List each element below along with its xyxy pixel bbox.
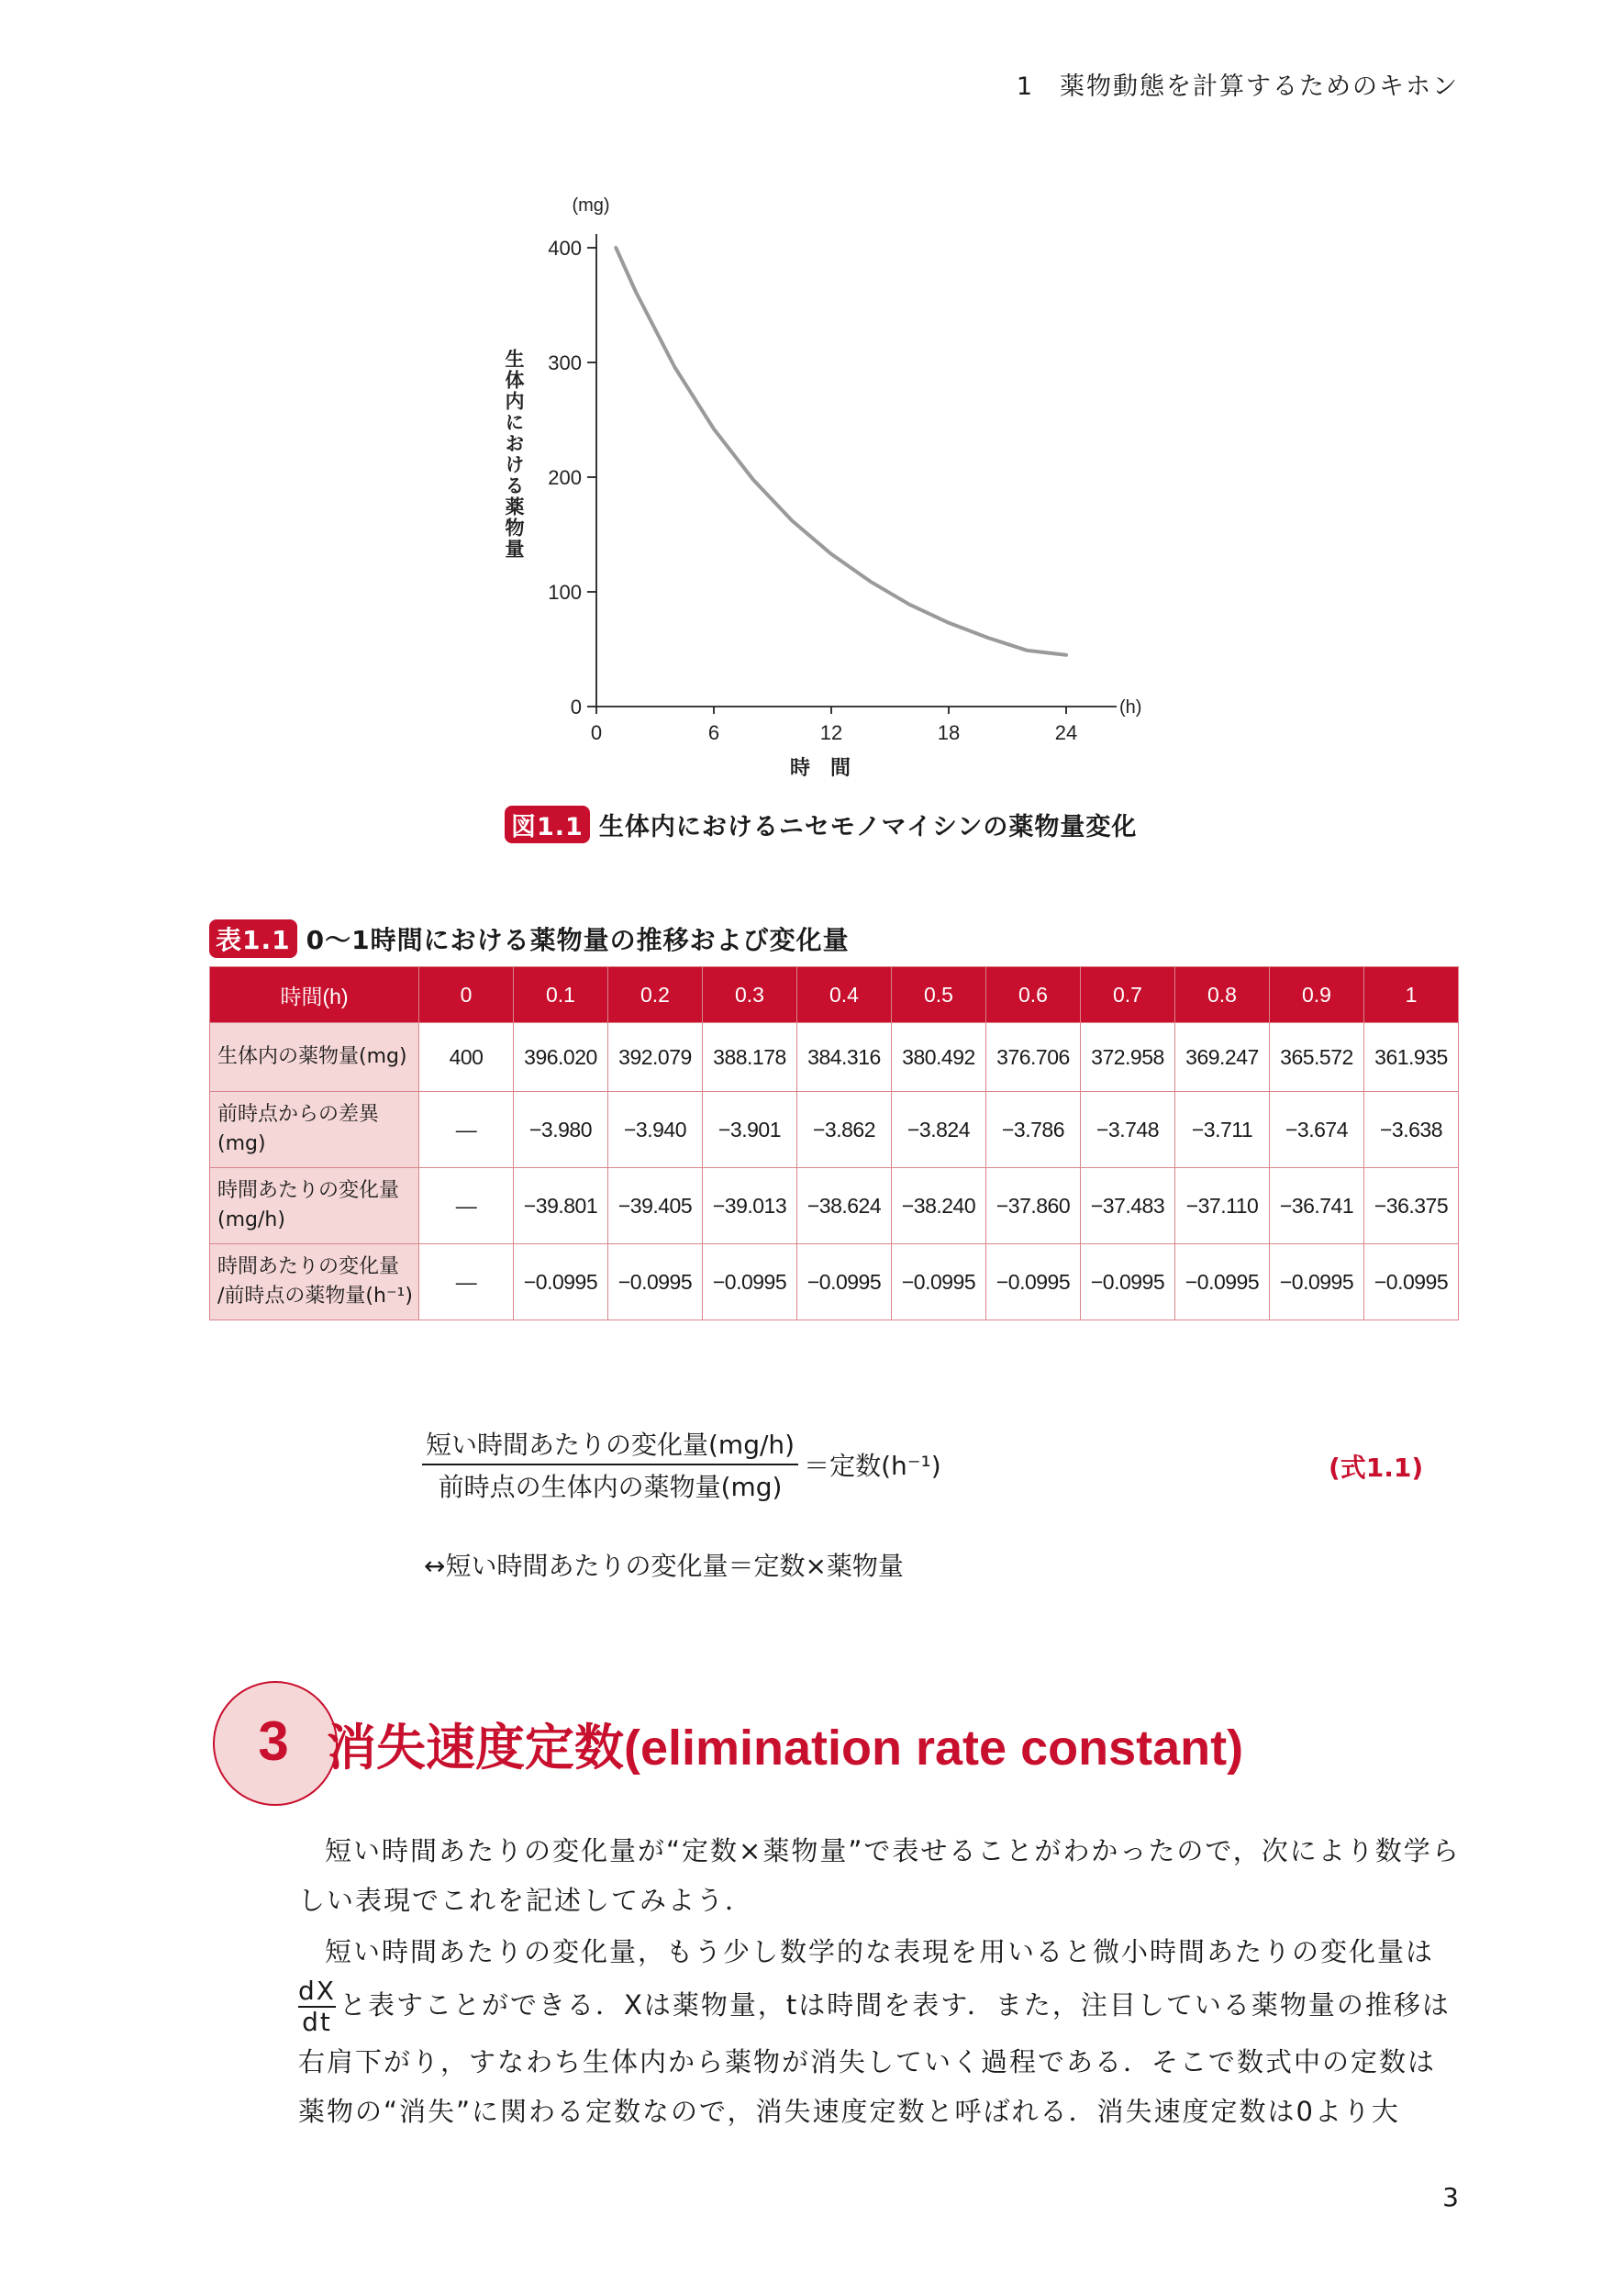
table-cell: −37.483 (1081, 1168, 1175, 1244)
table-cell: 388.178 (703, 1023, 797, 1092)
table-cell: 369.247 (1175, 1023, 1270, 1092)
paragraph-2-part-b: と表すことができる．Xは薬物量，tは時間を表す．また，注目している薬物量の推移は右肩下がり，すなわち生体内から薬物が消失していく過程である．そこで数式中の定数は薬物の“消失”に関わる定数なので，消失速度定数と呼ばれる．消失速度定数は0より大 (298, 1989, 1451, 2127)
paragraph-2 (298, 1927, 1463, 2136)
paragraph-2-part-a: 短い時間あたりの変化量，もう少し数学的な表現を用いると微小時間あたりの変化量は (325, 1936, 1435, 1967)
decay-chart (495, 188, 1156, 812)
table-cell: 380.492 (892, 1023, 986, 1092)
table-column-header: 0.5 (892, 967, 986, 1023)
equation-rhs: ＝定数(h⁻¹) (804, 1451, 941, 1481)
table-column-header: 1 (1364, 967, 1459, 1023)
table-cell: −3.940 (608, 1092, 703, 1168)
chapter-number: 1 (1016, 72, 1034, 101)
table-row (210, 1168, 1459, 1244)
table-cell: 392.079 (608, 1023, 703, 1092)
series-line (616, 248, 1066, 655)
table-cell: −0.0995 (797, 1244, 892, 1320)
table-cell: 372.958 (1081, 1023, 1175, 1092)
figure-caption (505, 806, 1137, 843)
table-cell: 361.935 (1364, 1023, 1459, 1092)
table-cell: −0.0995 (892, 1244, 986, 1320)
table-row-label: 前時点からの差異 (mg) (210, 1092, 419, 1168)
table-cell: −39.013 (703, 1168, 797, 1244)
table-cell: 384.316 (797, 1023, 892, 1092)
table-cell: 396.020 (514, 1023, 608, 1092)
table-cell: −3.824 (892, 1092, 986, 1168)
running-head (1017, 66, 1459, 102)
table-cell: −3.862 (797, 1092, 892, 1168)
table-cell: −3.711 (1175, 1092, 1270, 1168)
table-header-row (210, 967, 1459, 1023)
table-caption-text: 0～1時間における薬物量の推移および変化量 (306, 925, 850, 955)
table-cell: −0.0995 (1364, 1244, 1459, 1320)
table-column-header: 0.2 (608, 967, 703, 1023)
table-cell: −0.0995 (703, 1244, 797, 1320)
table-cell: −39.405 (608, 1168, 703, 1244)
table-header-label: 時間(h) (210, 967, 419, 1023)
chapter-title: 薬物動態を計算するためのキホン (1060, 72, 1459, 101)
table-cell: −3.748 (1081, 1092, 1175, 1168)
x-tick-label: 24 (1054, 721, 1078, 744)
table-row-label: 時間あたりの変化量 /前時点の薬物量(h⁻¹) (210, 1244, 419, 1320)
table-cell: 376.706 (986, 1023, 1081, 1092)
table-cell: −38.624 (797, 1168, 892, 1244)
table-column-header: 0 (419, 967, 514, 1023)
figure-1-1 (495, 188, 1156, 849)
figure-caption-text: 生体内におけるニセモノマイシンの薬物量変化 (598, 813, 1138, 841)
table-cell: −36.741 (1270, 1168, 1364, 1244)
table-cell: 365.572 (1270, 1023, 1364, 1092)
section-title (327, 1709, 1243, 1779)
y-tick-label: 100 (548, 581, 582, 604)
table-cell: 400 (419, 1023, 514, 1092)
x-tick-label: 0 (590, 721, 603, 744)
table-cell: −38.240 (892, 1168, 986, 1244)
table-body (210, 1023, 1459, 1320)
y-unit-label: (mg) (572, 195, 610, 216)
table-cell: — (419, 1168, 514, 1244)
table-cell: −0.0995 (986, 1244, 1081, 1320)
table-column-header: 0.3 (703, 967, 797, 1023)
equation-label: (式1.1) (1329, 1453, 1424, 1483)
y-tick-label: 200 (548, 466, 582, 489)
table-row (210, 1092, 1459, 1168)
equation-denominator: 前時点の生体内の薬物量(mg) (438, 1472, 783, 1502)
table-cell: −3.786 (986, 1092, 1081, 1168)
x-unit-label: (h) (1119, 697, 1142, 718)
x-tick-label: 6 (707, 721, 720, 744)
table-column-header: 0.7 (1081, 967, 1175, 1023)
table-caption (209, 919, 850, 958)
table-row (210, 1023, 1459, 1092)
table-cell: −37.110 (1175, 1168, 1270, 1244)
equation-fraction (422, 1425, 798, 1504)
equation-numerator: 短い時間あたりの変化量(mg/h) (422, 1425, 798, 1465)
table-cell: −3.980 (514, 1092, 608, 1168)
section-title-jp: 消失速度定数 (327, 1719, 624, 1776)
table-cell: — (419, 1244, 514, 1320)
table-cell: −3.674 (1270, 1092, 1364, 1168)
y-tick-label: 0 (570, 696, 582, 718)
table-column-header: 0.8 (1175, 967, 1270, 1023)
y-tick-label: 300 (548, 351, 582, 374)
y-axis-title: 生体内における薬物量 (503, 349, 525, 560)
table-cell: −3.901 (703, 1092, 797, 1168)
section-title-en: (elimination rate constant) (624, 1720, 1244, 1776)
paragraph-1: 短い時間あたりの変化量が“定数×薬物量”で表せることがわかったので，次により数学らしい表現でこれを記述してみよう． (298, 1835, 1461, 1916)
table-badge: 表1.1 (209, 919, 297, 958)
table-column-header: 0.4 (797, 967, 892, 1023)
table-cell: −3.638 (1364, 1092, 1459, 1168)
data-table (209, 966, 1459, 1320)
equation-1-1 (422, 1425, 941, 1504)
equation-line-2: ↔短い時間あたりの変化量＝定数×薬物量 (424, 1551, 904, 1581)
table-row (210, 1244, 1459, 1320)
table-cell: −0.0995 (1270, 1244, 1364, 1320)
x-axis-title: 時 間 (789, 757, 851, 780)
dxdt-denominator: dt (302, 2007, 332, 2037)
table-cell: −0.0995 (1081, 1244, 1175, 1320)
table-cell: −39.801 (514, 1168, 608, 1244)
table-cell: −0.0995 (608, 1244, 703, 1320)
table-cell: — (419, 1092, 514, 1168)
x-tick-label: 12 (819, 721, 843, 744)
table-row-label: 時間あたりの変化量 (mg/h) (210, 1168, 419, 1244)
y-tick-label: 400 (548, 237, 582, 260)
table-column-header: 0.9 (1270, 967, 1364, 1023)
page-number: 3 (1442, 2182, 1459, 2212)
table-column-header: 0.1 (514, 967, 608, 1023)
section-number: 3 (258, 1710, 289, 1772)
table-column-header: 0.6 (986, 967, 1081, 1023)
dxdt-numerator: dX (298, 1976, 336, 2006)
table-cell: −0.0995 (514, 1244, 608, 1320)
table-cell: −37.860 (986, 1168, 1081, 1244)
figure-badge: 図1.1 (505, 806, 590, 843)
table-row-label: 生体内の薬物量(mg) (210, 1023, 419, 1092)
dxdt-fraction (298, 1977, 336, 2037)
table-cell: −36.375 (1364, 1168, 1459, 1244)
x-tick-label: 18 (937, 721, 961, 744)
table-cell: −0.0995 (1175, 1244, 1270, 1320)
